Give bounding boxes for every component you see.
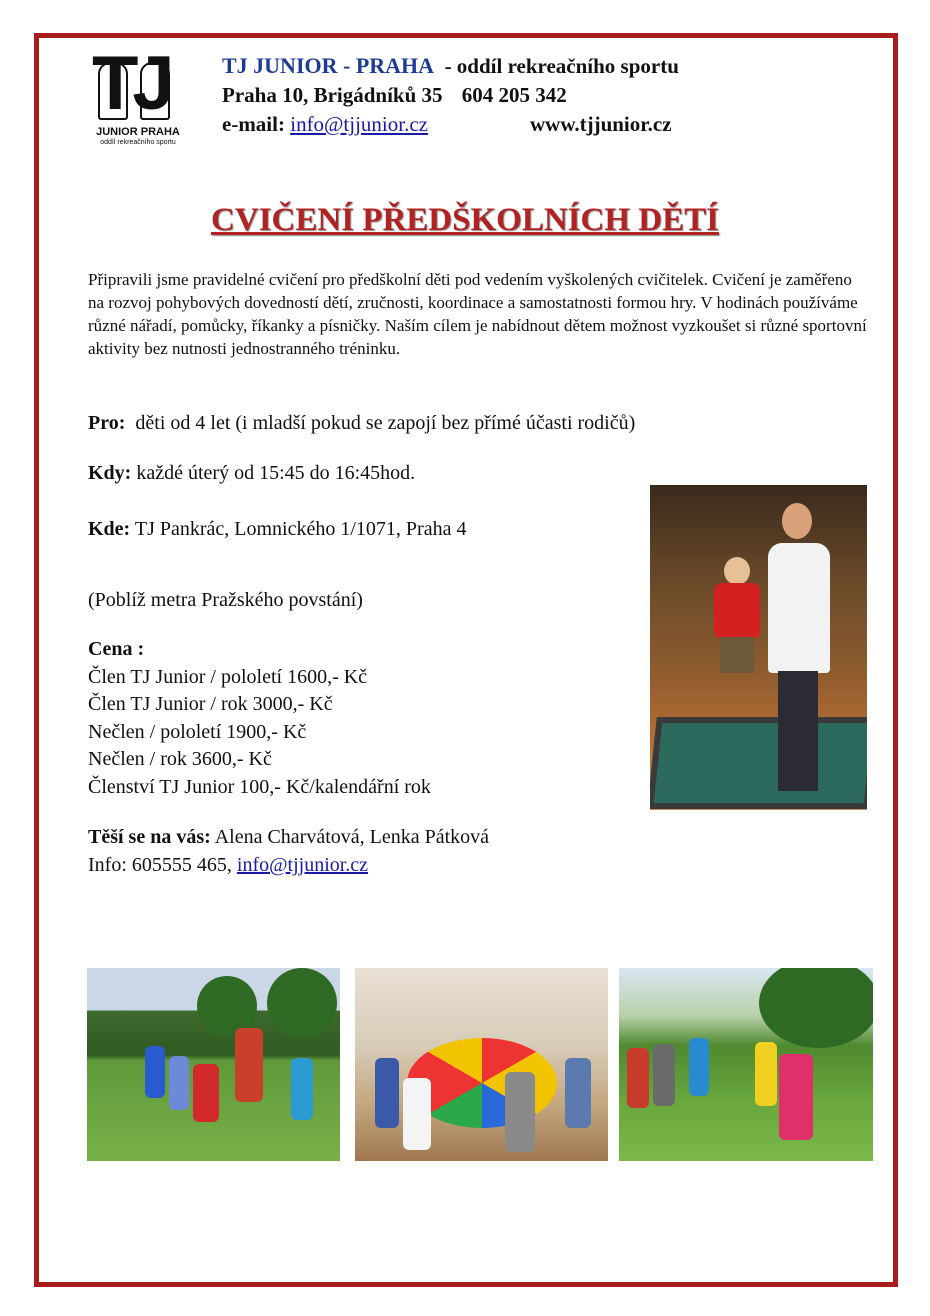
logo-name: JUNIOR PRAHA xyxy=(96,126,180,138)
contact-email-link[interactable]: info@tjjunior.cz xyxy=(236,854,369,876)
contact-names: Alena Charvátová, Lenka Pátková xyxy=(210,826,490,848)
website: www.tjjunior.cz xyxy=(530,112,672,136)
price-item: Členství TJ Junior 100,- Kč/kalendářní rok xyxy=(88,775,431,798)
photo-meadow-children xyxy=(87,968,340,1161)
header-org-line xyxy=(222,53,679,79)
org-suffix: - oddíl rekreačního sportu xyxy=(434,54,679,78)
audience-label: Pro: xyxy=(88,412,126,434)
price-item: Nečlen / pololetí 1900,- Kč xyxy=(88,720,307,743)
org-name: TJ JUNIOR - PRAHA xyxy=(222,53,435,78)
child-figure xyxy=(710,557,764,677)
tree-shape xyxy=(267,968,337,1038)
schedule-value: každé úterý od 15:45 do 16:45hod. xyxy=(131,462,416,484)
tree-shape xyxy=(197,976,257,1036)
price-item: Člen TJ Junior / pololetí 1600,- Kč xyxy=(88,665,368,688)
tree-shape xyxy=(759,968,873,1048)
price-item: Nečlen / rok 3600,- Kč xyxy=(88,748,272,770)
audience-value: děti od 4 let (i mladší pokud se zapojí bez přímé účasti rodičů) xyxy=(125,412,636,434)
trampoline-shape xyxy=(650,717,867,809)
audience-line xyxy=(88,411,635,435)
child-figure xyxy=(779,1054,813,1140)
child-figure xyxy=(291,1058,313,1120)
child-figure xyxy=(375,1058,399,1128)
address: Praha 10, Brigádníků 35 xyxy=(222,83,443,107)
page-title: CVIČENÍ PŘEDŠKOLNÍCH DĚTÍ xyxy=(211,202,719,238)
child-figure xyxy=(403,1078,431,1150)
adult-figure xyxy=(235,1028,263,1102)
location-value: TJ Pankrác, Lomnického 1/1071, Praha 4 xyxy=(130,518,467,540)
header-address-line xyxy=(222,82,567,108)
location-label: Kde: xyxy=(88,518,131,540)
child-figure xyxy=(169,1056,189,1110)
location-line xyxy=(88,517,466,541)
email-label: e-mail: xyxy=(222,112,285,136)
photo-parachute-game xyxy=(355,968,608,1161)
phone: 604 205 342 xyxy=(461,83,567,107)
price-list xyxy=(88,636,431,801)
info-phone: Info: 605555 465, xyxy=(88,854,237,876)
child-figure xyxy=(627,1048,649,1108)
child-figure xyxy=(755,1042,777,1106)
metro-note: (Poblíž metra Pražského povstání) xyxy=(88,589,363,611)
club-logo xyxy=(88,41,188,146)
contact-label: Těší se na vás: xyxy=(88,826,211,848)
logo-subtitle: oddíl rekreačního sportu xyxy=(100,139,176,146)
child-figure xyxy=(689,1038,709,1096)
photo-garden-play xyxy=(619,968,873,1161)
schedule-line xyxy=(88,461,415,485)
contact-line xyxy=(88,825,489,849)
child-figure xyxy=(565,1058,591,1128)
photo-trampoline xyxy=(650,485,867,810)
intro-paragraph: Připravili jsme pravidelné cvičení pro předškolní děti pod vedením vyškolených cvičitelek. Cvičení je zaměřeno na rozvoj pohybových dovedností dětí, zručnosti, koordinace a samostatnosti formou hry. V hodinách používáme různé nářadí, pomůcky, říkanky a písničky. Naším cílem je nabídnout dětem možnost vyzkoušet si různé sportovní aktivity bez nutnosti jednostranného tréninku. xyxy=(88,270,867,358)
info-line xyxy=(88,853,368,877)
child-figure xyxy=(193,1064,219,1122)
child-figure xyxy=(505,1072,535,1152)
price-label: Cena : xyxy=(88,638,145,660)
child-figure xyxy=(653,1044,675,1106)
logo-letters: TJ xyxy=(92,41,169,126)
price-item: Člen TJ Junior / rok 3000,- Kč xyxy=(88,693,333,715)
instructor-figure xyxy=(768,503,830,803)
schedule-label: Kdy: xyxy=(88,462,132,484)
header-email-link[interactable]: info@tjjunior.cz xyxy=(290,112,428,136)
header-contact-line xyxy=(222,111,672,137)
child-figure xyxy=(145,1046,165,1098)
